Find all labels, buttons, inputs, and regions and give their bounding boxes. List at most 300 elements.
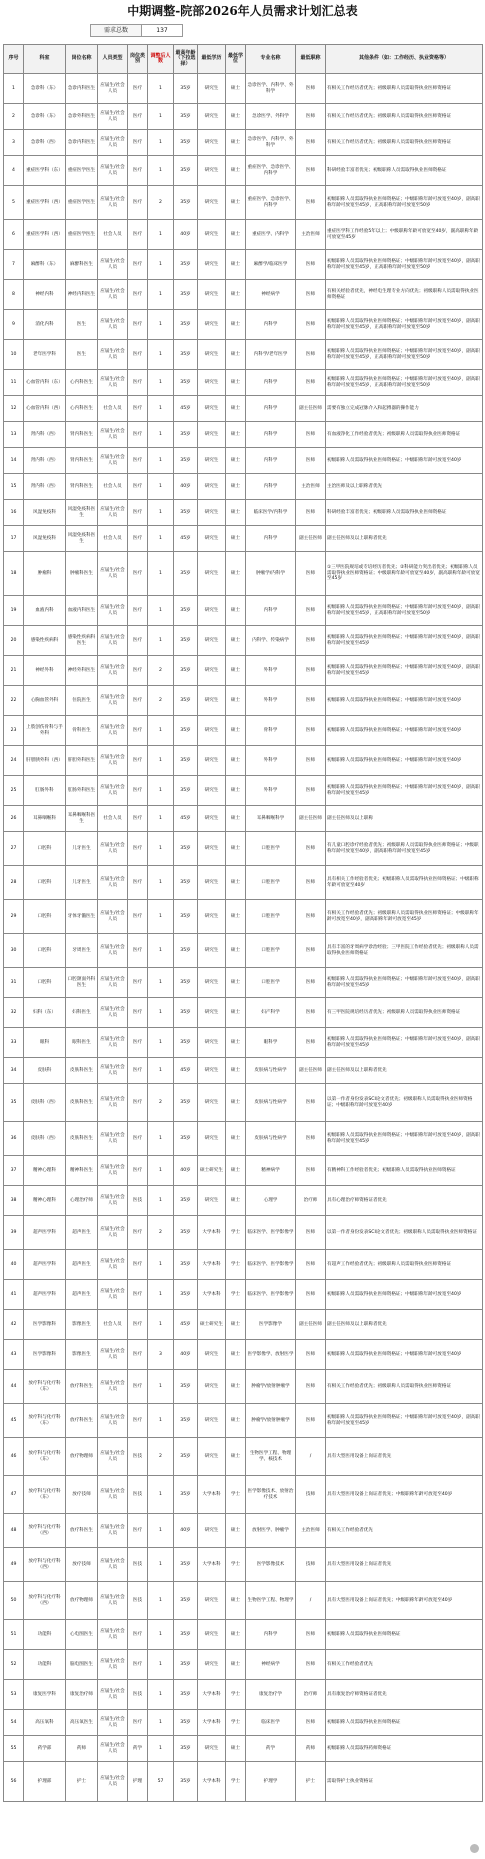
table-cell: 有相关工作经验者优先；初级职称人员需取得执业医师资格证；中级职称年龄可放宽至40岁，副高职称年龄可放宽至45岁 [326, 900, 483, 934]
table-cell: 内科学 [246, 422, 296, 448]
table-row [4, 280, 483, 310]
table-cell: 学士 [226, 1476, 246, 1514]
table-cell: 需要有独立完成冠脉介入和起搏器的操作能力 [326, 396, 483, 422]
table-row [4, 1620, 483, 1650]
table-cell: 硕士 [226, 396, 246, 422]
table-cell: 研究生 [198, 968, 226, 998]
table-cell: 1 [148, 1404, 174, 1438]
table-cell: 35岁 [174, 934, 198, 968]
table-cell: 外科学 [246, 686, 296, 716]
table-cell: 眼科医生 [66, 1028, 98, 1058]
table-cell: 硕士 [226, 370, 246, 396]
table-cell: 临床医学/内科学 [246, 500, 296, 526]
table-cell: 医师 [296, 626, 326, 656]
table-row [4, 1340, 483, 1370]
table-cell: 医学影像学、放射医学 [246, 1340, 296, 1370]
table-cell: 1 [148, 1650, 174, 1680]
table-cell: 有三甲医院规培经历者优先；初级职称人员需取得执业医师资格证 [326, 998, 483, 1028]
table-cell: 风湿免疫科 [24, 526, 66, 552]
table-cell: 1 [148, 396, 174, 422]
table-cell: 1 [148, 1710, 174, 1736]
table-cell: 麻醉学/临床医学 [246, 250, 296, 280]
table-cell: 医师 [296, 310, 326, 340]
table-cell: 研究生 [198, 396, 226, 422]
table-cell: 37 [4, 1156, 24, 1186]
table-row [4, 900, 483, 934]
table-cell: 外科学 [246, 656, 296, 686]
table-cell: 消化内科 [24, 310, 66, 340]
table-cell: 社会人员 [98, 1310, 128, 1340]
table-cell: 医疗 [128, 626, 148, 656]
table-cell: 硕士 [226, 186, 246, 220]
table-cell: 应届生/社会人员 [98, 1582, 128, 1620]
table-cell: 3 [4, 130, 24, 156]
table-cell: 39 [4, 1216, 24, 1250]
col-header: 科室 [24, 45, 66, 74]
table-row [4, 934, 483, 968]
table-cell: 有精神科工作经验者优先；初级职称人员需取得执业医师资格证 [326, 1156, 483, 1186]
table-cell: 研究生 [198, 746, 226, 776]
table-cell: 肝胆外科医生 [66, 746, 98, 776]
table-cell: 副主任医师及以上职称者优先 [326, 1310, 483, 1340]
table-cell: 急诊医学、外科学 [246, 104, 296, 130]
table-cell: 研究生 [198, 340, 226, 370]
table-cell: 应届生/社会人员 [98, 1370, 128, 1404]
table-cell: 研究生 [198, 310, 226, 340]
table-cell: 研究生 [198, 500, 226, 526]
table-cell: 应届生/社会人员 [98, 1736, 128, 1762]
col-header: 岗位类别 [128, 45, 148, 74]
table-cell: 应届生/社会人员 [98, 1340, 128, 1370]
table-cell: 具有康复治疗师资格证者优先 [326, 1680, 483, 1710]
table-cell: 27 [4, 832, 24, 866]
table-cell: 医师 [296, 596, 326, 626]
table-cell: 研究生 [198, 1620, 226, 1650]
table-cell: 高压氧医生 [66, 1710, 98, 1736]
table-cell: 应届生/社会人员 [98, 1186, 128, 1216]
table-cell: 1 [148, 1370, 174, 1404]
table-cell: 2 [148, 1438, 174, 1476]
table-cell: 35岁 [174, 1582, 198, 1620]
table-cell: 急诊内科医生 [66, 74, 98, 104]
table-cell: 具有大型医用设备上岗证者优先；中级职称年龄可放宽至40岁 [326, 1582, 483, 1620]
table-cell: 内科学 [246, 1620, 296, 1650]
table-cell: 硕士 [226, 1058, 246, 1084]
table-cell: 应届生/社会人员 [98, 1438, 128, 1476]
table-cell: 副主任医师 [296, 526, 326, 552]
table-cell: 医学影像技术 [246, 1548, 296, 1582]
table-cell: 25 [4, 776, 24, 806]
table-cell: 1 [148, 552, 174, 596]
table-cell: 医师 [296, 1122, 326, 1156]
table-cell: 大学本科 [198, 1710, 226, 1736]
table-cell: 肿瘤学/内科学 [246, 552, 296, 596]
table-cell: 1 [148, 1058, 174, 1084]
table-cell: 副主任医师及以上职称者优先 [326, 1058, 483, 1084]
table-cell: 应届生/社会人员 [98, 1548, 128, 1582]
table-row [4, 340, 483, 370]
table-cell: 药学 [128, 1736, 148, 1762]
table-cell: 医师 [296, 186, 326, 220]
table-cell: 研究生 [198, 1122, 226, 1156]
table-cell: 功能科 [24, 1620, 66, 1650]
table-cell: 研究生 [198, 934, 226, 968]
table-cell: 医师 [296, 1404, 326, 1438]
col-header: 人员类型 [98, 45, 128, 74]
table-cell: 皮肤科医生 [66, 1084, 98, 1122]
table-cell: 35岁 [174, 1710, 198, 1736]
table-cell: 35岁 [174, 448, 198, 474]
table-cell: 初级职称人员需取得执业医师资格证；中级职称年龄可放宽至40岁，副高职称年龄可放宽至45岁，正高职称年龄可放宽至50岁 [326, 370, 483, 396]
table-cell: 初级职称人员需取得执业医师资格证；中级职称年龄可放宽至40岁，副高职称年龄可放宽至45岁 [326, 1404, 483, 1438]
table-row [4, 1186, 483, 1216]
table-cell: 应届生/社会人员 [98, 1156, 128, 1186]
table-cell: 应届生/社会人员 [98, 1650, 128, 1680]
table-row [4, 596, 483, 626]
table-cell: 医师 [296, 1250, 326, 1280]
table-cell: 初级职称人员需取得执业医师资格证 [326, 1710, 483, 1736]
table-cell: 47 [4, 1476, 24, 1514]
table-cell: 应届生/社会人员 [98, 968, 128, 998]
table-cell: 应届生/社会人员 [98, 370, 128, 396]
table-cell: 应届生/社会人员 [98, 1122, 128, 1156]
table-cell: 研究生 [198, 280, 226, 310]
table-cell: 医疗 [128, 250, 148, 280]
table-cell: 皮肤病与性病学 [246, 1058, 296, 1084]
table-row [4, 1404, 483, 1438]
table-cell: 硕士 [226, 686, 246, 716]
table-cell: 8 [4, 280, 24, 310]
table-cell: 36 [4, 1122, 24, 1156]
table-cell: 风湿免疫科医生 [66, 526, 98, 552]
table-cell: 硕士 [226, 1620, 246, 1650]
table-cell: 1 [148, 448, 174, 474]
table-cell: 35岁 [174, 250, 198, 280]
table-cell: 血液内科 [24, 596, 66, 626]
table-cell: 医疗 [128, 806, 148, 832]
table-cell: 52 [4, 1650, 24, 1680]
table-cell: 应届生/社会人员 [98, 776, 128, 806]
table-row [4, 74, 483, 104]
table-cell: 影像医生 [66, 1310, 98, 1340]
table-cell: 38 [4, 1186, 24, 1216]
table-cell: 研究生 [198, 552, 226, 596]
table-cell: 皮肤科（西） [24, 1084, 66, 1122]
table-cell: 1 [148, 1280, 174, 1310]
table-cell: 初级职称人员需取得执业医师资格证；中级职称年龄可放宽至40岁 [326, 1280, 483, 1310]
table-cell: 具有大型医用设备上岗证者优先 [326, 1548, 483, 1582]
table-row [4, 832, 483, 866]
table-row [4, 1582, 483, 1620]
table-cell: 大学本科 [198, 1548, 226, 1582]
table-cell: 应届生/社会人员 [98, 1762, 128, 1802]
table-cell: 心内科医生 [66, 370, 98, 396]
table-cell: 应届生/社会人员 [98, 626, 128, 656]
table-cell: 皮肤科医生 [66, 1058, 98, 1084]
table-cell: 硕士 [226, 156, 246, 186]
table-cell: 医疗 [128, 1710, 148, 1736]
table-cell: 35岁 [174, 340, 198, 370]
table-cell: 医疗 [128, 422, 148, 448]
table-cell: 1 [148, 776, 174, 806]
table-cell: 肾内科（西） [24, 422, 66, 448]
table-cell: 临床医学、医学影像学 [246, 1216, 296, 1250]
col-header: 专业名称 [246, 45, 296, 74]
table-cell: 骨科医生 [66, 716, 98, 746]
table-row [4, 370, 483, 396]
table-cell: 内科学/老年医学 [246, 340, 296, 370]
table-cell: 妇科（东） [24, 998, 66, 1028]
table-cell: 35岁 [174, 1438, 198, 1476]
table-cell: 医疗 [128, 596, 148, 626]
table-cell: 研究生 [198, 474, 226, 500]
table-cell: 医疗 [128, 156, 148, 186]
table-cell: 医师 [296, 900, 326, 934]
table-row [4, 422, 483, 448]
table-cell: 口腔医学 [246, 900, 296, 934]
table-cell: 主治医师 [296, 220, 326, 250]
table-cell: 医师 [296, 156, 326, 186]
table-cell: 7 [4, 250, 24, 280]
table-cell: 初级职称人员需取得执业医师资格证；中级职称年龄可放宽至40岁，副高职称年龄可放宽至45岁 [326, 626, 483, 656]
table-cell: 研究生 [198, 866, 226, 900]
table-cell: 医疗 [128, 1514, 148, 1548]
table-cell: 超声医生 [66, 1250, 98, 1280]
table-cell: 1 [148, 1310, 174, 1340]
table-cell: 主治医师 [296, 1514, 326, 1548]
table-cell: 45岁 [174, 396, 198, 422]
table-cell: 41 [4, 1280, 24, 1310]
table-cell: 研究生 [198, 1058, 226, 1084]
table-cell: 风湿免疫科 [24, 500, 66, 526]
table-cell: 应届生/社会人员 [98, 1058, 128, 1084]
table-cell: 35岁 [174, 1762, 198, 1802]
table-cell: 感染性疾病科 [24, 626, 66, 656]
table-cell: 应届生/社会人员 [98, 310, 128, 340]
table-row [4, 998, 483, 1028]
table-cell: 麻醉科医生 [66, 250, 98, 280]
table-row [4, 626, 483, 656]
table-cell: 药师 [296, 1736, 326, 1762]
table-cell: 35岁 [174, 596, 198, 626]
table-cell: 35岁 [174, 746, 198, 776]
table-cell: 治疗师 [296, 1186, 326, 1216]
table-cell: 硕士 [226, 716, 246, 746]
table-cell: 硕士 [226, 866, 246, 900]
table-cell: 大学本科 [198, 1280, 226, 1310]
table-cell: 研究生 [198, 832, 226, 866]
table-cell: 重症医学科工作经验5年以上；中级职称年龄可放宽至40岁，副高职称年龄可放宽至45岁 [326, 220, 483, 250]
table-row [4, 104, 483, 130]
table-cell: 1 [148, 626, 174, 656]
table-cell: 35岁 [174, 186, 198, 220]
table-cell: 肝胆胰外科（西） [24, 746, 66, 776]
table-cell: 口腔科 [24, 866, 66, 900]
table-cell: 35岁 [174, 1084, 198, 1122]
table-cell: 医疗 [128, 1310, 148, 1340]
table-cell: 应届生/社会人员 [98, 866, 128, 900]
table-cell: 眼科学 [246, 1028, 296, 1058]
table-cell: 1 [148, 968, 174, 998]
col-header: 岗位名称 [66, 45, 98, 74]
table-cell: 内科学 [246, 596, 296, 626]
table-cell: 神经病学 [246, 280, 296, 310]
table-cell: 硕士 [226, 280, 246, 310]
table-cell: 心电图医生 [66, 1620, 98, 1650]
table-cell: 内科学、传染病学 [246, 626, 296, 656]
table-cell: 1 [148, 1680, 174, 1710]
table-cell: 医师 [296, 1620, 326, 1650]
table-cell: 35岁 [174, 1548, 198, 1582]
table-cell: 医生 [66, 340, 98, 370]
table-cell: 医技 [128, 1582, 148, 1620]
table-cell: 肾内科（西） [24, 448, 66, 474]
table-cell: 护理部 [24, 1762, 66, 1802]
table-cell: 医师 [296, 1084, 326, 1122]
table-cell: 超声医生 [66, 1280, 98, 1310]
table-cell: 42 [4, 1310, 24, 1340]
table-cell: 内科学 [246, 448, 296, 474]
table-cell: 医技 [128, 1680, 148, 1710]
table-cell: 超声医学科 [24, 1250, 66, 1280]
table-cell: 48 [4, 1514, 24, 1548]
table-row [4, 656, 483, 686]
table-cell: 1 [148, 832, 174, 866]
table-cell: 医疗 [128, 1156, 148, 1186]
table-cell: 住院医生 [66, 686, 98, 716]
table-cell: 硕士 [226, 1310, 246, 1340]
table-cell: 神经内科 [24, 280, 66, 310]
table-cell: 康复医学科 [24, 1680, 66, 1710]
table-cell: 应届生/社会人员 [98, 900, 128, 934]
col-header-adjusted-count: 调整后人数 [148, 45, 174, 74]
table-cell: 硕士 [226, 832, 246, 866]
table-cell: 45岁 [174, 1310, 198, 1340]
table-cell: 1 [148, 370, 174, 396]
table-cell: 研究生 [198, 596, 226, 626]
col-header: 最低学历 [198, 45, 226, 74]
table-cell: 医疗 [128, 500, 148, 526]
table-cell: 精神科医生 [66, 1156, 98, 1186]
table-cell: 29 [4, 900, 24, 934]
table-cell: 医疗 [128, 1216, 148, 1250]
table-cell: 重症医学医生 [66, 186, 98, 220]
table-cell: 口腔科 [24, 832, 66, 866]
table-body [4, 74, 483, 1802]
table-cell: 医生 [66, 310, 98, 340]
table-cell: 重症医学医生 [66, 156, 98, 186]
table-cell: 35岁 [174, 1736, 198, 1762]
table-cell: 放疗物理师 [66, 1438, 98, 1476]
table-row [4, 250, 483, 280]
table-cell: 研究生 [198, 186, 226, 220]
table-cell: 医师 [296, 1710, 326, 1736]
table-cell: 53 [4, 1680, 24, 1710]
table-cell: 学士 [226, 1280, 246, 1310]
table-row [4, 474, 483, 500]
table-cell: 放疗科与化疗科（西） [24, 1582, 66, 1620]
table-cell: 耳鼻咽喉科学 [246, 806, 296, 832]
table-cell: 1 [148, 806, 174, 832]
table-cell: 初级职称人员需取得执业医师资格证；中级职称年龄可放宽至40岁，副高职称年龄可放宽至45岁，正高职称年龄可放宽至50岁 [326, 186, 483, 220]
table-cell: 初级职称人员需取得执业医师资格证；中级职称年龄可放宽至40岁，副高职称年龄可放宽至45岁，正高职称年龄可放宽至50岁 [326, 340, 483, 370]
table-row [4, 1370, 483, 1404]
table-cell: 硕士 [226, 104, 246, 130]
table-cell: 研究生 [198, 900, 226, 934]
table-cell: 医学影像技术、放射治疗技术 [246, 1476, 296, 1514]
table-cell: 硕士 [226, 250, 246, 280]
table-cell: 19 [4, 596, 24, 626]
table-cell: 高压氧科 [24, 1710, 66, 1736]
table-row [4, 500, 483, 526]
table-cell: 药学部 [24, 1736, 66, 1762]
table-cell: 硕士 [226, 310, 246, 340]
table-cell: 大学本科 [198, 1250, 226, 1280]
table-cell: 内科学 [246, 310, 296, 340]
table-cell: 心血管内科（西） [24, 396, 66, 422]
table-cell: 超声医生 [66, 1216, 98, 1250]
table-cell: 医师 [296, 776, 326, 806]
table-cell: 学士 [226, 1250, 246, 1280]
table-cell: 精神心理科 [24, 1156, 66, 1186]
table-cell: 医疗 [128, 1650, 148, 1680]
table-cell: 医疗 [128, 1370, 148, 1404]
table-cell: 急诊外科医生 [66, 104, 98, 130]
table-cell: 临床医学、医学影像学 [246, 1280, 296, 1310]
table-cell: 45岁 [174, 526, 198, 552]
page-title: 中期调整-院部2026年人员需求计划汇总表 [127, 4, 358, 18]
table-cell: 具有大型医用设备上岗证者优先；中级职称年龄可放宽至40岁 [326, 1476, 483, 1514]
col-header: 最低学位 [226, 45, 246, 74]
table-row [4, 1156, 483, 1186]
table-cell: 神经外科医生 [66, 656, 98, 686]
table-cell: 肾内科医生 [66, 422, 98, 448]
table-cell: 精神心理科 [24, 1186, 66, 1216]
table-cell: 1 [148, 474, 174, 500]
table-cell: 40岁 [174, 1340, 198, 1370]
table-cell: 大学本科 [198, 1476, 226, 1514]
table-cell: 应届生/社会人员 [98, 448, 128, 474]
table-cell: 1 [148, 998, 174, 1028]
table-cell: 口腔医学 [246, 934, 296, 968]
table-cell: 肾内科医生 [66, 474, 98, 500]
table-row [4, 396, 483, 422]
table-cell: 硕士 [226, 1122, 246, 1156]
col-header: 最高年龄（下拉选择） [174, 45, 198, 74]
table-cell: 初级职称人员需取得执业医师资格证；中级职称年龄可放宽至40岁 [326, 448, 483, 474]
table-cell: 神经病学 [246, 1650, 296, 1680]
table-cell: 40岁 [174, 220, 198, 250]
table-cell: 医疗 [128, 396, 148, 422]
table-cell: 口腔医学 [246, 832, 296, 866]
table-cell: 学士 [226, 1216, 246, 1250]
table-cell: 口腔科 [24, 900, 66, 934]
table-cell: 1 [148, 1186, 174, 1216]
watermark [470, 1844, 479, 1853]
table-cell: 重症医学、内科学 [246, 220, 296, 250]
table-cell: 40岁 [174, 1156, 198, 1186]
table-cell: 35岁 [174, 1122, 198, 1156]
table-cell: 20 [4, 626, 24, 656]
table-cell: 放疗科医生 [66, 1370, 98, 1404]
table-cell: 1 [148, 1582, 174, 1620]
table-cell: 初级职称人员需取得执业医师资格证；中级职称年龄可放宽至40岁，副高职称年龄可放宽至45岁 [326, 968, 483, 998]
table-cell: 研究生 [198, 716, 226, 746]
table-cell: 肿瘤科 [24, 552, 66, 596]
table-cell: 45岁 [174, 1058, 198, 1084]
table-cell: 1 [148, 716, 174, 746]
table-cell: 1 [148, 104, 174, 130]
